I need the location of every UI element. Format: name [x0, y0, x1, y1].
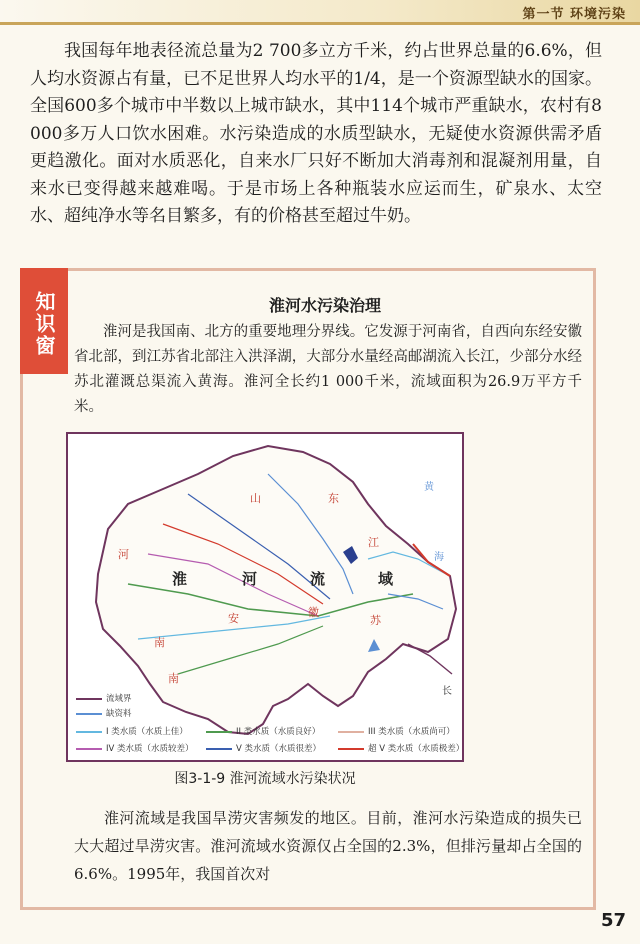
- body-paragraph: 我国每年地表径流总量为2 700多立方千米，约占世界总量的6.6%，但人均水资源占有量，已不足世界人均水平的1/4，是一个资源型缺水的国家。全国600多个城市中半数以上城市缺水，其中114个城市严重缺水，农村有8 000多万人口饮水困难。水污染造成的水质型缺水，无疑使水资源供需矛盾更趋激化。面对水质恶化，自来水厂只好不断加大消毒剂和混凝剂用量，自来水已变得越来越难喝。于是市场上各种瓶装水应运而生，矿泉水、太空水、超纯净水等名目繁多，有的价格甚至超过牛奶。: [30, 41, 602, 226]
- map-label-yu: 域: [378, 570, 394, 588]
- river-label-chang: 长: [442, 686, 452, 697]
- legend-class-5: V 类水质（水质很差）: [206, 742, 321, 754]
- map-label-huai: 淮: [172, 570, 188, 588]
- header-rule: [0, 22, 640, 25]
- legend-boundary: 流域界: [76, 692, 132, 704]
- legend-class-2: II 类水质（水质良好）: [206, 725, 320, 737]
- section-title: 第一节 环境污染: [522, 7, 626, 22]
- knowledge-paragraph-2: 淮河流域是我国旱涝灾害频发的地区。目前，淮河水污染造成的损失已大大超过旱涝灾害。淮河流域水资源仅占全国的2.3%，但排污量却占全国的6.6%。1995年，我国首次对: [74, 809, 582, 883]
- knowledge-tag: 知识窗: [20, 268, 68, 374]
- basin-boundary: [96, 446, 456, 734]
- figure-caption: 图3-1-9 淮河流域水污染状况: [174, 771, 356, 787]
- province-label-su: 苏: [370, 614, 381, 627]
- map-label-liu: 流: [310, 570, 326, 588]
- province-label-an: 安: [228, 612, 239, 625]
- legend-no-data: 缺资料: [76, 707, 132, 719]
- province-label-shan: 山: [250, 492, 261, 505]
- province-label-nan-2: 南: [168, 672, 179, 685]
- page-number: 57: [600, 910, 626, 931]
- legend-class-4: IV 类水质（水质较差）: [76, 742, 194, 754]
- province-label-jiang: 江: [368, 536, 379, 549]
- legend-class-3: III 类水质（水质尚可）: [338, 725, 455, 737]
- sea-label-hai: 海: [434, 552, 444, 563]
- province-label-nan: 南: [154, 636, 165, 649]
- knowledge-paragraph-1: 淮河是我国南、北方的重要地理分界线。它发源于河南省，自西向东经安徽省北部，到江苏省北部注入洪泽湖，大部分水量经高邮湖流入长江，少部分水经苏北灌溉总渠流入黄海。淮河全长约1 000千米，流域面积为26.9万平方千米。: [74, 324, 582, 415]
- knowledge-title: 淮河水污染治理: [268, 296, 381, 315]
- sea-label-huang: 黄: [424, 482, 434, 493]
- province-label-hui: 徽: [308, 606, 319, 619]
- province-label-he: 河: [118, 548, 129, 561]
- legend-class-over-5: 超 V 类水质（水质极差）: [338, 742, 464, 754]
- province-label-dong: 东: [328, 492, 339, 505]
- legend-class-1: I 类水质（水质上佳）: [76, 725, 188, 737]
- map-label-he: 河: [242, 570, 258, 588]
- huai-river-map: [66, 432, 464, 762]
